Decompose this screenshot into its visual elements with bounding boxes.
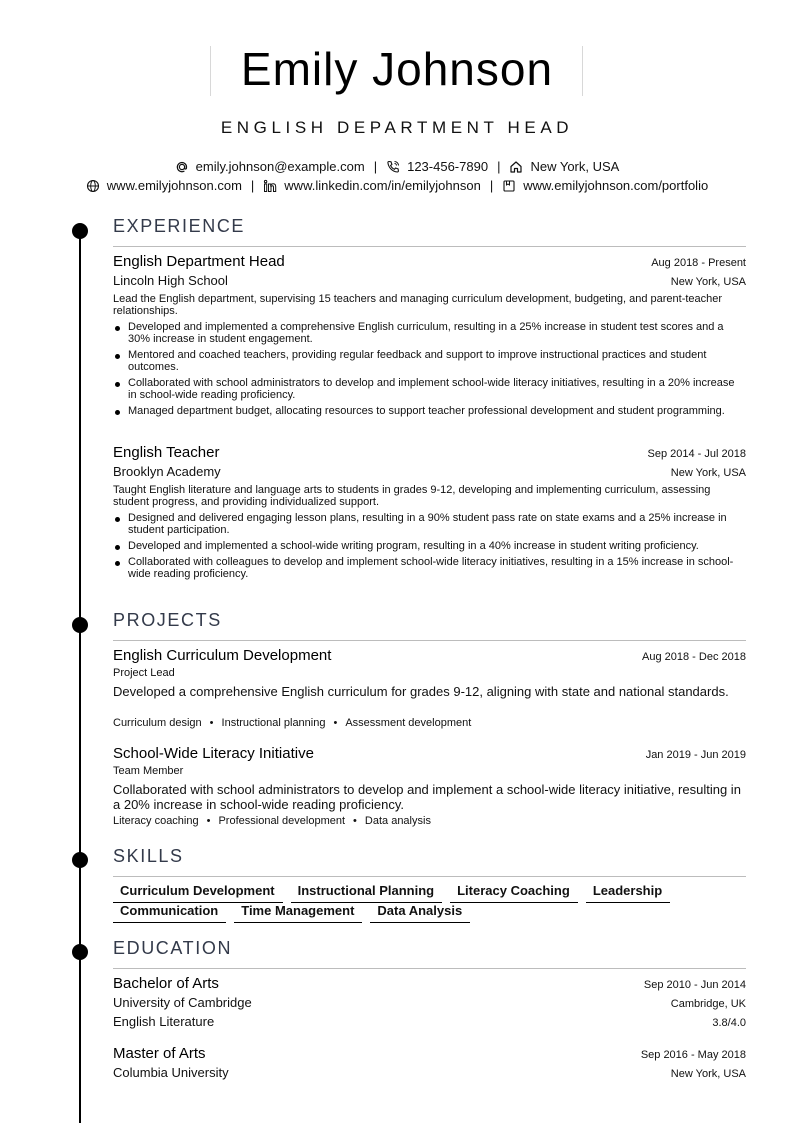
timeline-dot-projects bbox=[72, 617, 88, 633]
home-icon bbox=[509, 160, 523, 174]
education-header bbox=[113, 1045, 746, 1062]
tag-separator: • bbox=[209, 717, 214, 729]
skills-heading: SKILLS bbox=[113, 846, 184, 866]
project-tag: Curriculum design bbox=[113, 717, 202, 729]
separator: | bbox=[250, 178, 255, 193]
at-icon bbox=[175, 160, 189, 174]
phone-text[interactable]: 123-456-7890 bbox=[407, 159, 489, 174]
project-role: Team Member bbox=[113, 765, 184, 777]
degree: Master of Arts bbox=[113, 1045, 206, 1062]
job-summary: Taught English literature and language arts to students in grades 9-12, developing and implementing curriculum, assessing student progress, and providing individualized support. bbox=[113, 484, 711, 508]
list-item: Collaborated with colleagues to develop and implement school-wide literacy initiatives, resulting in a 15% increase in school-wide reading proficiency. bbox=[113, 556, 746, 580]
job-header bbox=[113, 444, 746, 461]
separator: | bbox=[489, 178, 494, 193]
portfolio-text[interactable]: www.emilyjohnson.com/portfolio bbox=[523, 178, 709, 193]
section-divider bbox=[113, 640, 746, 641]
list-item: Designed and delivered engaging lesson plans, resulting in a 90% student pass rate on state exams and a 25% increase in student participation. bbox=[113, 512, 746, 536]
location-text: New York, USA bbox=[530, 159, 620, 174]
linkedin-icon bbox=[263, 179, 277, 193]
project-role: Project Lead bbox=[113, 667, 175, 679]
education-dates: Sep 2016 - May 2018 bbox=[640, 1049, 746, 1061]
section-divider bbox=[113, 968, 746, 969]
job-company: Brooklyn Academy bbox=[113, 464, 221, 479]
section-divider bbox=[113, 246, 746, 247]
project-dates: Aug 2018 - Dec 2018 bbox=[642, 651, 746, 663]
job-dates: Sep 2014 - Jul 2018 bbox=[647, 448, 746, 460]
skill-tag: Curriculum Development bbox=[113, 883, 283, 903]
job-role: English Department Head bbox=[113, 253, 285, 270]
education-subheader bbox=[113, 1065, 746, 1080]
education-field-row bbox=[113, 1014, 746, 1029]
skill-tag: Data Analysis bbox=[370, 903, 470, 923]
field-of-study: English Literature bbox=[113, 1014, 215, 1029]
timeline-dot-education bbox=[72, 944, 88, 960]
project-header bbox=[113, 647, 746, 664]
linkedin-item[interactable] bbox=[263, 178, 481, 193]
separator: | bbox=[373, 159, 378, 174]
experience-heading: EXPERIENCE bbox=[113, 216, 246, 236]
list-item: Developed and implemented a school-wide writing program, resulting in a 40% increase in student writing proficiency. bbox=[113, 540, 746, 552]
portfolio-item[interactable] bbox=[502, 178, 708, 193]
list-item: Mentored and coached teachers, providing regular feedback and support to improve instructional practices and student outcomes. bbox=[113, 349, 746, 373]
job-title: ENGLISH DEPARTMENT HEAD bbox=[220, 118, 574, 137]
timeline-dot-experience bbox=[72, 223, 88, 239]
tag-separator: • bbox=[353, 815, 357, 827]
gpa: 3.8/4.0 bbox=[712, 1017, 746, 1029]
tag-separator: • bbox=[333, 717, 338, 729]
phone-item[interactable] bbox=[386, 159, 488, 174]
tag-separator: • bbox=[206, 815, 211, 827]
project-tag: Data analysis bbox=[364, 815, 431, 827]
skill-tag: Communication bbox=[113, 903, 226, 923]
project-tag: Literacy coaching bbox=[113, 815, 199, 827]
project-role-row bbox=[113, 765, 746, 777]
job-summary: Lead the English department, supervising 15 teachers and managing curriculum development, budgeting, and parent-teacher relationships. bbox=[113, 293, 723, 317]
project-tags bbox=[113, 717, 471, 729]
timeline-dot-skills bbox=[72, 852, 88, 868]
degree: Bachelor of Arts bbox=[113, 975, 219, 992]
skill-tag: Instructional Planning bbox=[291, 883, 443, 903]
separator: | bbox=[497, 159, 501, 174]
section-divider bbox=[113, 876, 746, 877]
contact-row-links bbox=[0, 178, 794, 193]
job-bullets bbox=[113, 512, 746, 584]
education-header bbox=[113, 975, 746, 992]
skills-list bbox=[113, 883, 746, 923]
skill-tag: Leadership bbox=[586, 883, 670, 903]
website-text[interactable]: www.emilyjohnson.com bbox=[106, 178, 242, 193]
project-name: School-Wide Literacy Initiative bbox=[113, 745, 314, 762]
job-location: New York, USA bbox=[670, 276, 746, 288]
job-header bbox=[113, 253, 746, 270]
project-role-row bbox=[113, 667, 746, 679]
portfolio-icon bbox=[502, 179, 516, 193]
job-subheader bbox=[113, 273, 746, 288]
school: University of Cambridge bbox=[113, 995, 252, 1010]
email-item[interactable] bbox=[175, 159, 365, 174]
job-role: English Teacher bbox=[113, 444, 220, 461]
education-subheader bbox=[113, 995, 746, 1010]
location-item bbox=[509, 159, 619, 174]
projects-heading: PROJECTS bbox=[113, 610, 222, 630]
project-tag: Professional development bbox=[218, 815, 346, 827]
candidate-name: Emily Johnson bbox=[240, 43, 554, 95]
project-tag: Instructional planning bbox=[221, 717, 326, 729]
globe-icon bbox=[86, 179, 100, 193]
email-text[interactable]: emily.johnson@example.com bbox=[195, 159, 365, 174]
project-tag: Assessment development bbox=[345, 717, 472, 729]
project-tags bbox=[113, 815, 431, 827]
project-header bbox=[113, 745, 746, 762]
school: Columbia University bbox=[113, 1065, 229, 1080]
phone-icon bbox=[386, 160, 400, 174]
website-item[interactable] bbox=[86, 178, 242, 193]
job-location: New York, USA bbox=[670, 467, 746, 479]
job-subheader bbox=[113, 464, 746, 479]
skill-tag: Literacy Coaching bbox=[450, 883, 578, 903]
job-company: Lincoln High School bbox=[113, 273, 228, 288]
education-location: Cambridge, UK bbox=[670, 998, 746, 1010]
list-item: Developed and implemented a comprehensive English curriculum, resulting in a 25% increase in student test scores and a 30% increase in student engagement. bbox=[113, 321, 746, 345]
education-dates: Sep 2010 - Jun 2014 bbox=[643, 979, 746, 991]
linkedin-text[interactable]: www.linkedin.com/in/emilyjohnson bbox=[284, 178, 481, 193]
education-heading: EDUCATION bbox=[113, 938, 233, 958]
job-bullets bbox=[113, 321, 746, 421]
project-dates: Jan 2019 - Jun 2019 bbox=[645, 749, 746, 761]
skill-tag: Time Management bbox=[234, 903, 362, 923]
timeline-line bbox=[79, 224, 81, 1123]
job-dates: Aug 2018 - Present bbox=[651, 257, 746, 269]
list-item: Managed department budget, allocating resources to support teacher professional development and student programming. bbox=[113, 405, 746, 417]
contact-row-primary bbox=[0, 159, 794, 174]
education-location: New York, USA bbox=[670, 1068, 746, 1080]
project-description: Collaborated with school administrators to develop and implement a school-wide literacy initiative, resulting in a 20% increase in school-wide reading proficiency. bbox=[113, 782, 741, 812]
project-description: Developed a comprehensive English curriculum for grades 9-12, aligning with state and national standards. bbox=[113, 684, 729, 699]
project-name: English Curriculum Development bbox=[113, 647, 332, 664]
list-item: Collaborated with school administrators to develop and implement school-wide literacy initiatives, resulting in a 20% increase in school-wide reading proficiency. bbox=[113, 377, 746, 401]
